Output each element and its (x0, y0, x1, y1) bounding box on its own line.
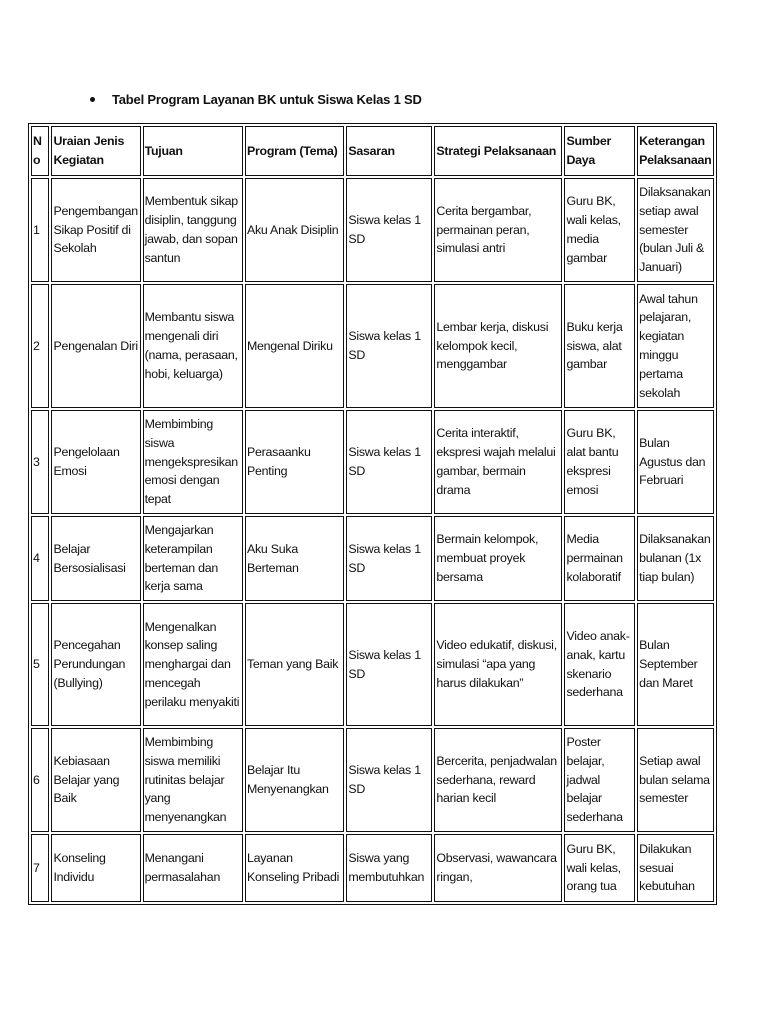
cell-tujuan: Membantu siswa mengenali diri (nama, perasaan, hobi, keluarga) (143, 284, 243, 408)
cell-sasaran: Siswa kelas 1 SD (346, 284, 432, 408)
cell-no: 4 (31, 516, 49, 601)
cell-strategi: Cerita interaktif, ekspresi wajah melalui gambar, bermain drama (434, 410, 562, 514)
header-no: No (31, 126, 49, 176)
header-tujuan: Tujuan (143, 126, 243, 176)
cell-no: 5 (31, 603, 49, 726)
header-sumber: Sumber Daya (564, 126, 635, 176)
cell-program: Teman yang Baik (245, 603, 344, 726)
header-strategi: Strategi Pelaksanaan (434, 126, 562, 176)
header-sasaran: Sasaran (346, 126, 432, 176)
cell-program: Perasaanku Penting (245, 410, 344, 514)
cell-sumber: Video anak-anak, kartu skenario sederhana (564, 603, 635, 726)
cell-tujuan: Menangani permasalahan (143, 834, 243, 902)
cell-keterangan: Dilaksanakan setiap awal semester (bulan Juli & Januari) (637, 178, 714, 282)
cell-program: Layanan Konseling Pribadi (245, 834, 344, 902)
cell-sasaran: Siswa yang membutuhkan (346, 834, 432, 902)
cell-uraian: Pengelolaan Emosi (51, 410, 140, 514)
heading-text: Tabel Program Layanan BK untuk Siswa Kelas 1 SD (112, 92, 422, 107)
cell-sumber: Buku kerja siswa, alat gambar (564, 284, 635, 408)
cell-strategi: Lembar kerja, diskusi kelompok kecil, menggambar (434, 284, 562, 408)
cell-sasaran: Siswa kelas 1 SD (346, 728, 432, 832)
cell-keterangan: Dilakukan sesuai kebutuhan (637, 834, 714, 902)
cell-uraian: Kebiasaan Belajar yang Baik (51, 728, 140, 832)
table-row (31, 178, 714, 282)
cell-sumber: Media permainan kolaboratif (564, 516, 635, 601)
cell-sumber: Guru BK, wali kelas, media gambar (564, 178, 635, 282)
cell-sasaran: Siswa kelas 1 SD (346, 178, 432, 282)
cell-sumber: Poster belajar, jadwal belajar sederhana (564, 728, 635, 832)
cell-tujuan: Membimbing siswa mengekspresikan emosi dengan tepat (143, 410, 243, 514)
cell-no: 1 (31, 178, 49, 282)
header-keterangan: Keterangan Pelaksanaan (637, 126, 714, 176)
cell-sasaran: Siswa kelas 1 SD (346, 603, 432, 726)
cell-no: 2 (31, 284, 49, 408)
table-row (31, 516, 714, 601)
cell-keterangan: Bulan Agustus dan Februari (637, 410, 714, 514)
table-header-row (31, 126, 714, 176)
cell-keterangan: Bulan September dan Maret (637, 603, 714, 726)
cell-strategi: Observasi, wawancara ringan, (434, 834, 562, 902)
cell-tujuan: Mengenalkan konsep saling menghargai dan mencegah perilaku menyakiti (143, 603, 243, 726)
table-row (31, 603, 714, 726)
cell-sumber: Guru BK, wali kelas, orang tua (564, 834, 635, 902)
bullet-icon (90, 97, 95, 102)
cell-tujuan: Membentuk sikap disiplin, tanggung jawab, dan sopan santun (143, 178, 243, 282)
cell-uraian: Pengembangan Sikap Positif di Sekolah (51, 178, 140, 282)
cell-uraian: Pengenalan Diri (51, 284, 140, 408)
cell-keterangan: Setiap awal bulan selama semester (637, 728, 714, 832)
cell-sumber: Guru BK, alat bantu ekspresi emosi (564, 410, 635, 514)
header-program: Program (Tema) (245, 126, 344, 176)
cell-program: Belajar Itu Menyenangkan (245, 728, 344, 832)
cell-uraian: Konseling Individu (51, 834, 140, 902)
cell-strategi: Bercerita, penjadwalan sederhana, reward harian kecil (434, 728, 562, 832)
table-row (31, 284, 714, 408)
cell-sasaran: Siswa kelas 1 SD (346, 410, 432, 514)
cell-no: 7 (31, 834, 49, 902)
cell-keterangan: Awal tahun pelajaran, kegiatan minggu pertama sekolah (637, 284, 714, 408)
cell-strategi: Video edukatif, diskusi, simulasi “apa yang harus dilakukan” (434, 603, 562, 726)
cell-keterangan: Dilaksanakan bulanan (1x tiap bulan) (637, 516, 714, 601)
cell-program: Aku Suka Berteman (245, 516, 344, 601)
program-table (28, 123, 717, 905)
cell-strategi: Bermain kelompok, membuat proyek bersama (434, 516, 562, 601)
cell-program: Aku Anak Disiplin (245, 178, 344, 282)
cell-no: 6 (31, 728, 49, 832)
cell-tujuan: Membimbing siswa memiliki rutinitas belajar yang menyenangkan (143, 728, 243, 832)
cell-no: 3 (31, 410, 49, 514)
cell-tujuan: Mengajarkan keterampilan berteman dan kerja sama (143, 516, 243, 601)
cell-sasaran: Siswa kelas 1 SD (346, 516, 432, 601)
cell-strategi: Cerita bergambar, permainan peran, simulasi antri (434, 178, 562, 282)
header-uraian: Uraian Jenis Kegiatan (51, 126, 140, 176)
cell-uraian: Belajar Bersosialisasi (51, 516, 140, 601)
table-row (31, 834, 714, 902)
cell-program: Mengenal Diriku (245, 284, 344, 408)
table-row (31, 728, 714, 832)
document-heading (90, 92, 422, 107)
table-row (31, 410, 714, 514)
cell-uraian: Pencegahan Perundungan (Bullying) (51, 603, 140, 726)
